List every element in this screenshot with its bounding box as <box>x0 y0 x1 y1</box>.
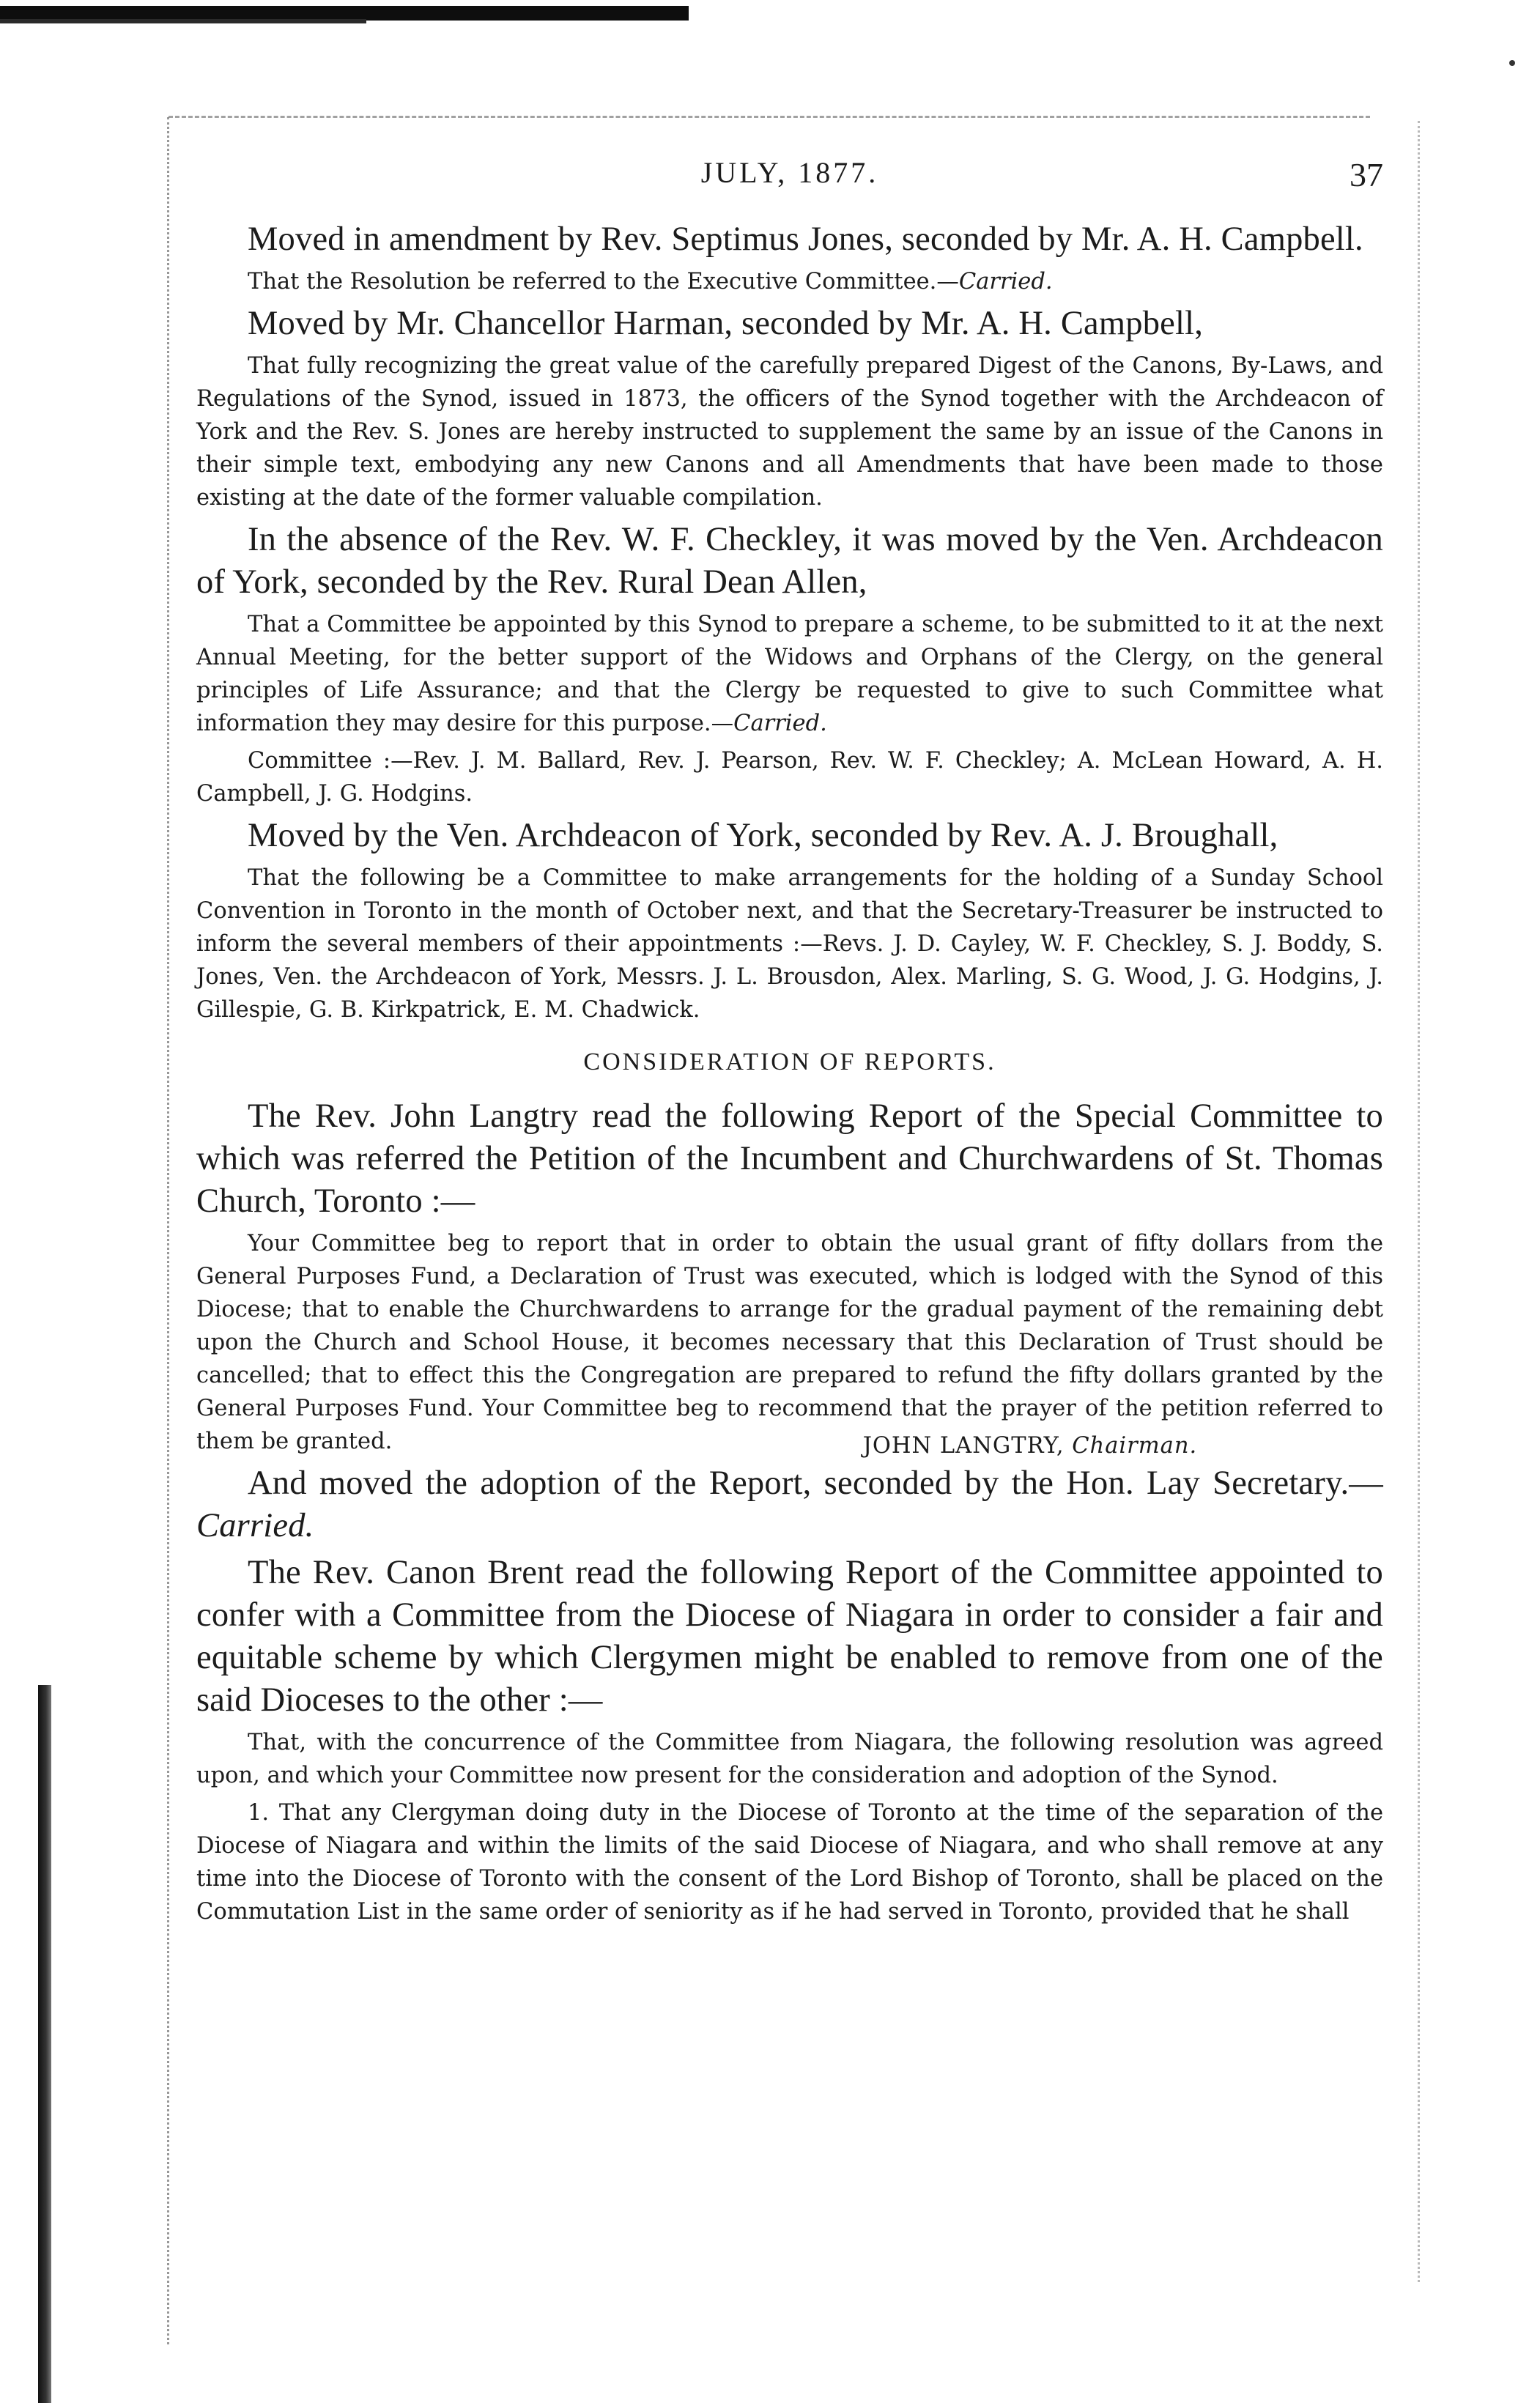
scan-edge-bar <box>0 6 689 21</box>
paragraph-text: That the Resolution be referred to the Executive Committee.— <box>248 269 959 295</box>
paragraph-text: The Rev. John Langtry read the following Report of the Special Committee to which was referred the Petition of the Incumbent and Churchwardens of St. Thomas Church, Toronto :— <box>196 1097 1383 1220</box>
resolution-paragraph <box>196 1796 1383 1928</box>
minute-paragraph <box>196 1095 1383 1223</box>
carried-note: Carried. <box>958 269 1053 295</box>
page-left-border <box>167 117 169 2344</box>
book-spine-shadow <box>38 1685 51 2403</box>
paragraph-text: Moved by the Ven. Archdeacon of York, seconded by Rev. A. J. Broughall, <box>248 817 1278 854</box>
resolution-paragraph <box>196 1227 1383 1458</box>
paragraph-text: And moved the adoption of the Report, seconded by the Hon. Lay Secretary.— <box>248 1465 1383 1502</box>
paragraph-text: Your Committee beg to report that in order to obtain the usual grant of fifty dollars from the General Purposes Fund, a Declaration of Trust was executed, which is lodged with the Synod of this Diocese; that to enable the Churchwardens to arrange for the gradual payment of the remaining debt upon the Church and School House, it becomes necessary that this Declaration of Trust should be cancelled; that to effect this the Congregation are prepared to refund the fifty dollars granted by the General Purposes Fund. Your Committee beg to recommend that the prayer of the petition referred to them be granted. <box>196 1231 1383 1454</box>
section-heading: CONSIDERATION OF REPORTS. <box>583 1048 996 1075</box>
resolution-paragraph <box>196 608 1383 740</box>
paragraph-text: The Rev. Canon Brent read the following Report of the Committee appointed to confer with a Committee from the Diocese of Niagara in order to consider a fair and equitable scheme by which Clergymen might be enabled to remove from one of the said Dioceses to the other :— <box>196 1554 1383 1719</box>
document-body <box>196 218 1383 1933</box>
paragraph-text: Moved by Mr. Chancellor Harman, seconded by Mr. A. H. Campbell, <box>248 305 1204 342</box>
page-top-border <box>169 116 1370 118</box>
minute-paragraph <box>196 815 1383 857</box>
paragraph-text: 1. That any Clergyman doing duty in the Diocese of Toronto at the time of the separation of the Diocese of Niagara and within the limits of the said Diocese of Niagara, and who shall remove at any time into the Diocese of Toronto with the consent of the Lord Bishop of Toronto, shall be placed on the Commutation List in the same order of seniority as if he had served in Toronto, provided that he shall <box>196 1800 1383 1925</box>
paragraph-text: That the following be a Committee to make arrangements for the holding of a Sunday School Convention in Toronto in the month of October next, and that the Secretary-Treasurer be instructed to inform the several members of their appointments :—Revs. J. D. Cayley, W. F. Checkley, S. J. Boddy, S. Jones, Ven. the Archdeacon of York, Messrs. J. L. Brousdon, Alex. Marling, S. G. Wood, J. G. Hodgins, J. Gillespie, G. B. Kirkpatrick, E. M. Chadwick. <box>196 865 1383 1023</box>
running-head: JULY, 1877. <box>700 156 879 189</box>
carried-note: Carried. <box>733 711 827 736</box>
minute-paragraph <box>196 218 1383 261</box>
paragraph-text: That a Committee be appointed by this Synod to prepare a scheme, to be submitted to it at the next Annual Meeting, for the better support of the Widows and Orphans of the Clergy, on the general principles of Life Assurance; and that the Clergy be requested to give to such Committee what information they may desire for this purpose.— <box>196 612 1383 736</box>
paragraph-text: Moved in amendment by Rev. Septimus Jones, seconded by Mr. A. H. Campbell. <box>248 221 1363 258</box>
paragraph-text: That, with the concurrence of the Committee from Niagara, the following resolution was agreed upon, and which your Committee now present for the consideration and adoption of the Synod. <box>196 1730 1383 1788</box>
minute-paragraph <box>196 519 1383 604</box>
resolution-paragraph <box>196 862 1383 1026</box>
paragraph-text: In the absence of the Rev. W. F. Checkley, it was moved by the Ven. Archdeacon of York, seconded by the Rev. Rural Dean Allen, <box>196 521 1383 601</box>
resolution-paragraph <box>196 1726 1383 1792</box>
document-page <box>196 155 1383 1933</box>
resolution-paragraph <box>196 744 1383 810</box>
paragraph-gap <box>196 1026 1383 1031</box>
signatory-name: JOHN LANGTRY, Chairman. <box>862 1433 1198 1459</box>
paragraph-gap <box>196 1928 1383 1933</box>
paragraph-text: That fully recognizing the great value of the carefully prepared Digest of the Canons, By-Laws, and Regulations of the Synod, issued in 1873, the officers of the Synod together with the Archdeacon of York and the Rev. S. Jones are hereby instructed to supplement the same by an issue of the Canons in their simple text, embodying any new Canons and all Amendments that have been made to those existing at the date of the former valuable compilation. <box>196 353 1383 511</box>
page-right-border <box>1418 121 1420 2282</box>
scan-edge-bar-lower <box>0 19 366 23</box>
resolution-paragraph <box>196 265 1383 298</box>
signature-line <box>856 1429 1383 1462</box>
resolution-paragraph <box>196 349 1383 514</box>
minute-paragraph <box>196 303 1383 345</box>
signatory-role: Chairman. <box>1072 1433 1198 1459</box>
carried-note: Carried. <box>196 1507 314 1544</box>
page-header <box>196 155 1383 218</box>
paragraph-text: Committee :—Rev. J. M. Ballard, Rev. J. Pearson, Rev. W. F. Checkley; A. McLean Howard, A. H. Campbell, J. G. Hodgins. <box>196 748 1383 807</box>
scan-speck <box>1509 60 1515 66</box>
minute-paragraph <box>196 1462 1383 1547</box>
page-number: 37 <box>1350 156 1383 193</box>
minute-paragraph <box>196 1552 1383 1722</box>
